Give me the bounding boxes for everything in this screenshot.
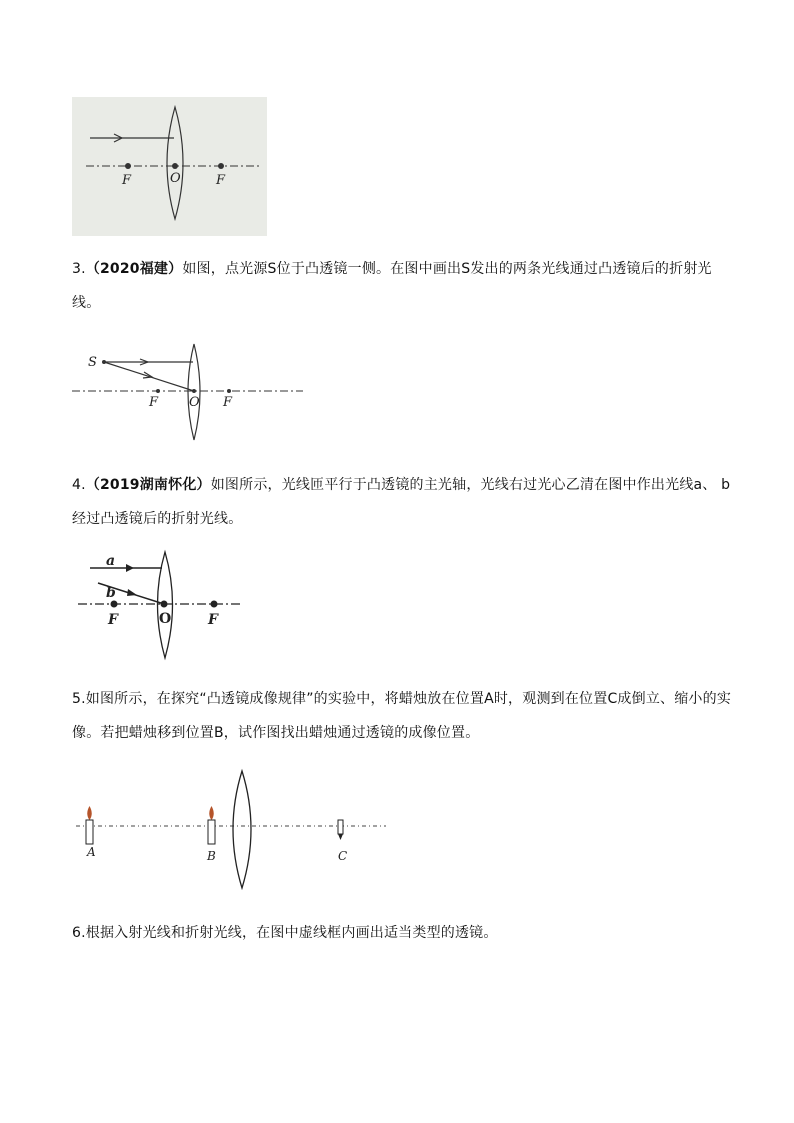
focus-point-right (211, 601, 218, 608)
question-text: 如图所示，光线匝平行于凸透镜的主光轴，光线右过光心乙清在图中作出光线a、 b经过凸透镜后的折射光线。 (72, 477, 731, 527)
focus-point-right (218, 163, 224, 169)
label-a: A (87, 845, 96, 859)
figure-point-source (72, 338, 307, 446)
focus-point-left (111, 601, 118, 608)
question-5 (72, 682, 732, 750)
label-o: O (189, 395, 200, 410)
question-6 (72, 916, 732, 950)
optical-center (161, 601, 168, 608)
question-number: 3. (72, 261, 86, 277)
label-o: O (170, 171, 181, 186)
flame-icon (209, 806, 214, 820)
image-c (338, 820, 343, 834)
optical-center (192, 389, 196, 393)
inverted-flame-icon (338, 834, 343, 840)
question-number: 4. (72, 477, 86, 493)
label-o: O (159, 611, 172, 627)
ray-through-center (104, 362, 194, 391)
label-s: S (88, 355, 97, 370)
focus-point-left (125, 163, 131, 169)
candle-a (86, 820, 93, 844)
question-source: （2020福建） (85, 261, 183, 277)
label-c: C (338, 849, 348, 863)
figure-rays-a-b (72, 546, 242, 662)
flame-icon (87, 806, 92, 820)
convex-lens (233, 771, 251, 888)
figure-candle-lens (72, 768, 392, 890)
candle-b (208, 820, 215, 844)
question-text: 根据入射光线和折射光线，在图中虚线框内画出适当类型的透镜。 (85, 925, 498, 941)
focus-point-left (156, 389, 160, 393)
question-text: 如图，点光源S位于凸透镜一侧。在图中画出S发出的两条光线通过凸透镜后的折射光线。 (72, 261, 712, 311)
question-text: 如图所示，在探究“凸透镜成像规律”的实验中，将蜡烛放在位置A时，观测到在位置C成倒立、缩小的实像。若把蜡烛移到位置B，试作图找出蜡烛通过透镜的成像位置。 (72, 691, 732, 741)
label-b: B (207, 849, 216, 863)
label-f-right: F (216, 173, 226, 188)
label-f-right: F (223, 395, 233, 410)
focus-point-right (227, 389, 231, 393)
label-f-left: F (149, 395, 159, 410)
optical-center (172, 163, 178, 169)
label-b: b (106, 585, 116, 601)
question-3 (72, 252, 732, 320)
question-source: （2019湖南怀化） (85, 477, 211, 493)
figure-lens-parallel-ray (72, 97, 267, 236)
label-a: a (106, 553, 116, 569)
label-f-right: F (208, 612, 218, 628)
question-number: 5. (72, 691, 86, 707)
label-f-left: F (122, 173, 132, 188)
question-number: 6. (72, 925, 86, 941)
arrow-icon (126, 564, 134, 572)
question-4 (72, 468, 732, 536)
label-f-left: F (108, 612, 118, 628)
arrow-icon (127, 589, 137, 596)
